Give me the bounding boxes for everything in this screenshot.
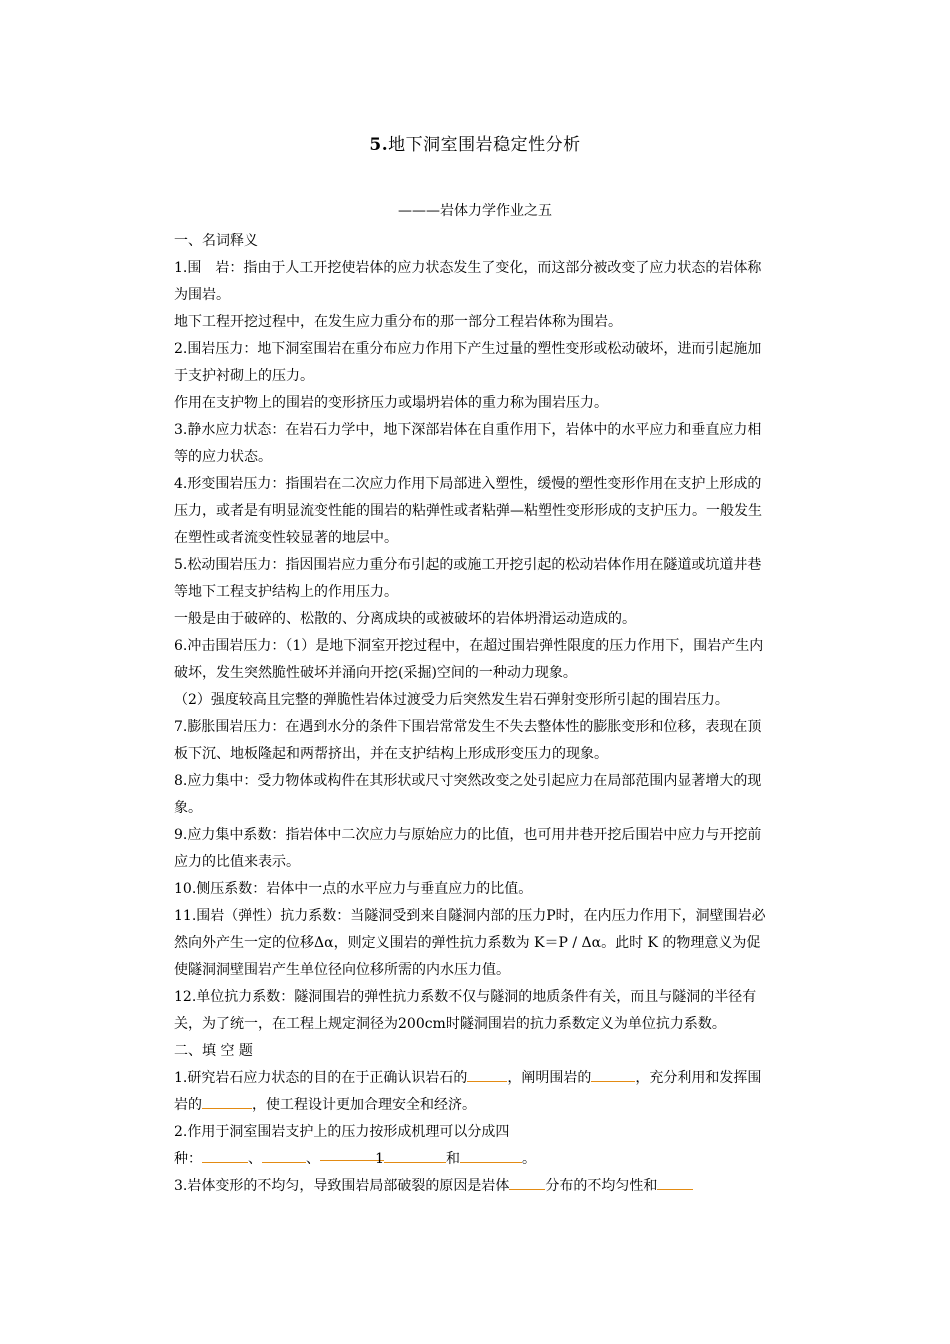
paragraph: 8.应力集中：受力物体或构件在其形状或尺寸突然改变之处引起应力在局部范围内显著增大的现象。: [174, 773, 762, 816]
answer-blank[interactable]: [384, 1148, 446, 1163]
paragraph: 作用在支护物上的围岩的变形挤压力或塌坍岩体的重力称为围岩压力。: [174, 395, 608, 411]
paragraph: 7.膨胀围岩压力：在遇到水分的条件下围岩常常发生不失去整体性的膨胀变形和位移，表现在顶板下沉、地板隆起和两帮挤出，并在支护结构上形成形变压力的现象。: [174, 719, 762, 762]
paragraph: 10.侧压系数：岩体中一点的水平应力与垂直应力的比值。: [174, 881, 533, 897]
paragraph: （2）强度较高且完整的弹脆性岩体过渡受力后突然发生岩石弹射变形所引起的围岩压力。: [174, 692, 729, 708]
paragraph: 2.围岩压力：地下洞室围岩在重分布应力作用下产生过量的塑性变形或松动破坏，进而引起施加于支护衬砌上的压力。: [174, 341, 762, 384]
question-2-continued: 种： 、 、 1 和 。: [174, 1146, 772, 1173]
answer-blank[interactable]: [262, 1148, 306, 1163]
paragraph: 12.单位抗力系数：隧洞围岩的弹性抗力系数不仅与隧洞的地质条件有关，而且与隧洞的半径有关，为了统一，在工程上规定洞径为200cm时隧洞围岩的抗力系数定义为单位抗力系数。: [174, 989, 757, 1032]
paragraph: 5.松动围岩压力：指因围岩应力重分布引起的或施工开挖引起的松动岩体作用在隧道或坑道井巷等地下工程支护结构上的作用压力。: [174, 557, 762, 600]
answer-blank[interactable]: [657, 1175, 693, 1190]
paragraph: 4.形变围岩压力：指围岩在二次应力作用下局部进入塑性，缓慢的塑性变形作用在支护上形成的压力，或者是有明显流变性能的围岩的粘弹性或者粘弹—粘塑性变形形成的支护压力。一般发生在塑性或者流变性较显著的地层中。: [174, 476, 762, 546]
document-body: [174, 228, 772, 1200]
title-text: 地下洞室围岩稳定性分析: [388, 135, 581, 155]
section-heading-fill-blank: 二、填 空 题: [174, 1043, 253, 1059]
answer-blank[interactable]: [202, 1094, 252, 1109]
paragraph: 6.冲击围岩压力：（1）是地下洞室开挖过程中，在超过围岩弹性限度的压力作用下，围岩产生内破坏，发生突然脆性破坏并涌向开挖(采掘)空间的一种动力现象。: [174, 638, 764, 681]
paragraph: 1.围 岩：指由于人工开挖使岩体的应力状态发生了变化，而这部分被改变了应力状态的岩体称为围岩。: [174, 260, 762, 303]
answer-blank[interactable]: [591, 1067, 635, 1082]
answer-blank[interactable]: 1: [320, 1146, 384, 1161]
section-heading-definitions: 一、名词释义: [174, 233, 258, 249]
question-2: 2.作用于洞室围岩支护上的压力按形成机理可以分成四: [174, 1124, 510, 1140]
page-title: [0, 130, 950, 155]
paragraph: 3.静水应力状态：在岩石力学中，地下深部岩体在自重作用下，岩体中的水平应力和垂直应力相等的应力状态。: [174, 422, 762, 465]
paragraph: 地下工程开挖过程中，在发生应力重分布的那一部分工程岩体称为围岩。: [174, 314, 622, 330]
page-subtitle: ———岩体力学作业之五: [398, 203, 552, 219]
question-1: 1.研究岩石应力状态的目的在于正确认识岩石的 ，阐明围岩的 ，充分利用和发挥围岩的 ，使工程设计更加合理安全和经济。: [174, 1065, 772, 1119]
title-number: 5.: [369, 135, 389, 155]
paragraph: 一般是由于破碎的、松散的、分离成块的或被破坏的岩体坍滑运动造成的。: [174, 611, 636, 627]
answer-blank[interactable]: [509, 1175, 545, 1190]
answer-blank[interactable]: [467, 1067, 507, 1082]
answer-blank[interactable]: [202, 1148, 248, 1163]
paragraph: 11.围岩（弹性）抗力系数：当隧洞受到来自隧洞内部的压力P时，在内压力作用下，洞壁围岩必然向外产生一定的位移Δα，则定义围岩的弹性抗力系数为 K＝P / Δα。此时 K 的物理意义为促使隧洞洞壁围岩产生单位径向位移所需的内水压力值。: [174, 908, 766, 978]
paragraph: 9.应力集中系数：指岩体中二次应力与原始应力的比值，也可用井巷开挖后围岩中应力与开挖前应力的比值来表示。: [174, 827, 762, 870]
question-3: 3.岩体变形的不均匀，导致围岩局部破裂的原因是岩体 分布的不均匀性和: [174, 1173, 772, 1200]
answer-blank[interactable]: [460, 1148, 522, 1163]
